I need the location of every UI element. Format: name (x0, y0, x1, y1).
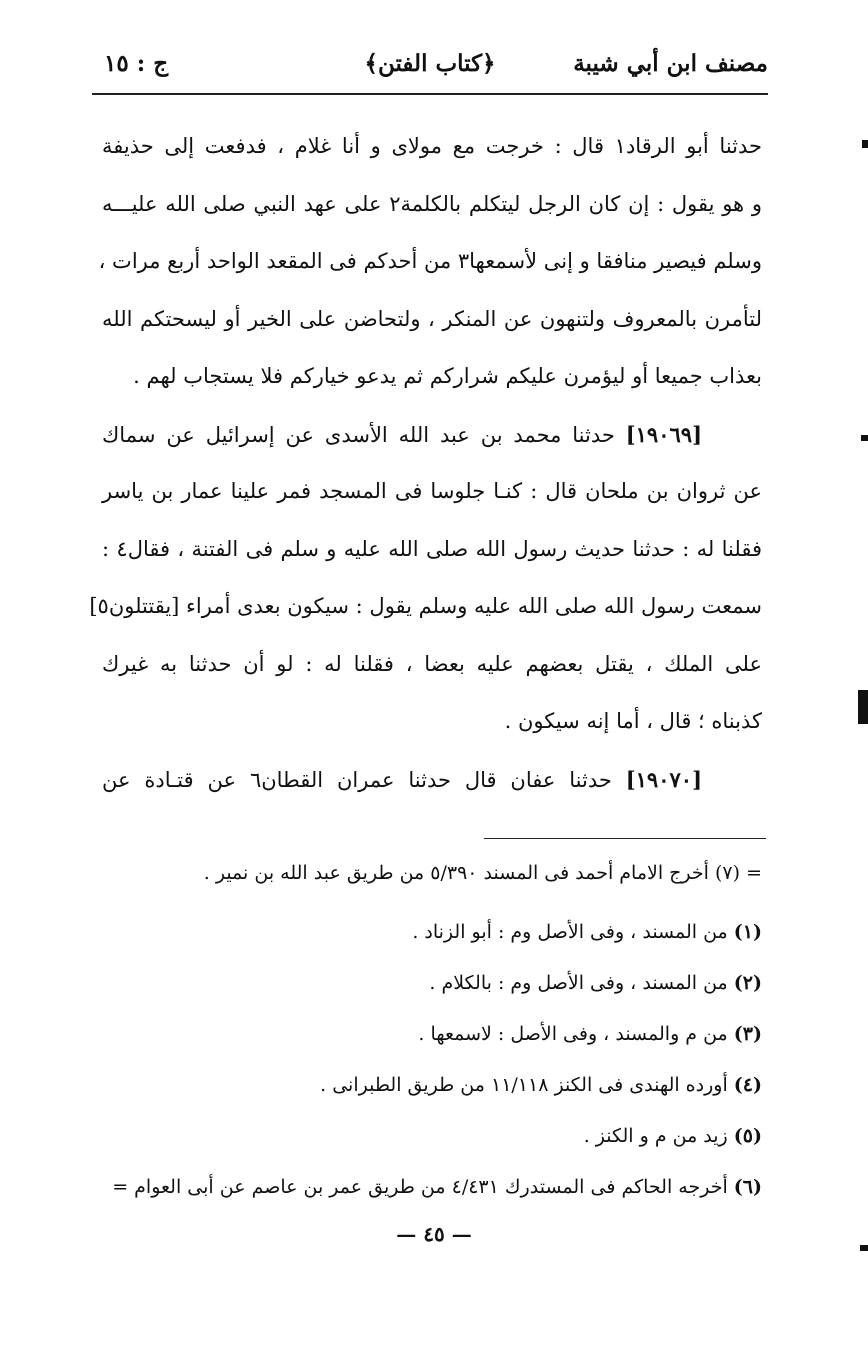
footnote-item (102, 1162, 762, 1213)
text-line: فقلنا له : حدثنا حديث رسول الله صلى الله عليه و سلم فى الفتنة ، فقال٤ : (102, 536, 762, 561)
page-header (92, 42, 768, 90)
footnote-item (102, 958, 762, 1009)
hadith-isnad: حدثنا محمد بن عبد الله الأسدى عن إسرائيل عن سماك (102, 422, 615, 447)
volume-number: ج : ١٥ (104, 50, 169, 77)
text-line: لتأمرن بالمعروف ولتنهون عن المنكر ، ولتحاضن على الخير أو ليسحتكم الله (102, 306, 762, 331)
footnote-item (102, 907, 762, 958)
footnote-number: (١) (733, 921, 762, 943)
footnote-number: (٤) (733, 1074, 762, 1096)
hadith-number: [١٩٠٧٠] (625, 766, 702, 792)
hadith-isnad: حدثنا عفان قال حدثنا عمران القطان٦ عن قتـادة عن (102, 767, 612, 792)
hadith-heading (102, 751, 762, 809)
text-line: سمعت رسول الله صلى الله عليه وسلم يقول : سيكون بعدى أمراء [يقتتلون٥] (89, 594, 762, 618)
hadith-number: [١٩٠٦٩] (625, 421, 702, 447)
chapter-title: ﴿كتاب الفتن﴾ (364, 50, 496, 77)
text-line: على الملك ، يقتل بعضهم عليه بعضا ، فقلنا له : لو أن حدثنا به غيرك (102, 651, 762, 676)
footnote-text: من المسند ، وفى الأصل وم : بالكلام . (429, 972, 728, 994)
footnote-number: (٥) (733, 1125, 762, 1147)
text-line: كذبناه ؛ قال ، أما إنه سيكون . (504, 709, 762, 733)
footnote-number: (٢) (733, 972, 762, 994)
footnote-number: (٦) (733, 1176, 762, 1198)
main-text (89, 118, 762, 808)
hadith-heading (102, 406, 762, 464)
text-line: بعذاب جميعا أو ليؤمرن عليكم شراركم ثم يدعو خياركم فلا يستجاب لهم . (133, 364, 762, 388)
book-title: مصنف ابن أبي شيبة (573, 50, 768, 77)
text-line: وسلم فيصير منافقا و إنى لأسمعها٣ من أحدكم فى المقعد الواحد أربع مرات ، (98, 249, 762, 273)
header-rule (92, 93, 768, 95)
scan-edge-mark (858, 690, 868, 724)
text-line: حدثنا أبو الرقاد١ قال : خرجت مع مولاى و أنا غلام ، فدفعت إلى حذيفة (102, 134, 762, 158)
scan-edge-mark (862, 140, 868, 148)
footnote-item (102, 1009, 762, 1060)
footnote-text: أورده الهندى فى الكنز ١١/١١٨ من طريق الطبرانى . (320, 1074, 728, 1096)
footnote-text: أخرجه الحاكم فى المستدرك ٤/٤٣١ من طريق عمر بن عاصم عن أبى العوام = (112, 1176, 728, 1198)
footnote-number: (٣) (733, 1023, 762, 1045)
page-number: — ٤٥ — (396, 1222, 472, 1246)
footnote-continued: = (٧) أخرج الامام أحمد فى المسند ٥/٣٩٠ من طريق عبد الله بن نمير . (203, 862, 762, 884)
text-line: عن ثروان بن ملحان قال : كنـا جلوسا فى المسجد فمر علينا عمار بن ياسر (102, 479, 762, 503)
footnote-item (102, 1111, 762, 1162)
scan-edge-mark (860, 1245, 868, 1251)
footnote-item (102, 1060, 762, 1111)
footnote-text: من المسند ، وفى الأصل وم : أبو الزناد . (412, 921, 728, 943)
text-line: و هو يقول : إن كان الرجل ليتكلم بالكلمة٢ على عهد النبي صلى الله عليـــه (102, 191, 762, 216)
footnote-text: من م والمسند ، وفى الأصل : لاسمعها . (418, 1023, 728, 1045)
footnote-rule (484, 838, 766, 839)
footnotes (102, 848, 762, 1213)
footnote-text: زيد من م و الكنز . (583, 1125, 728, 1147)
scan-edge-mark (861, 435, 868, 441)
